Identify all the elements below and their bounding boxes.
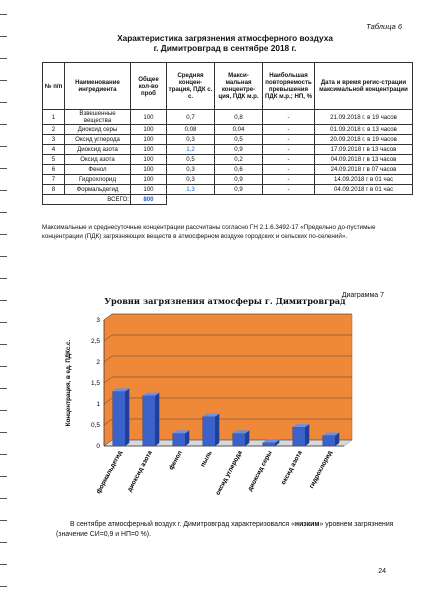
binding-hole-mark [0,146,7,147]
table-cell: 24.09.2018 г в 07 часов [315,165,413,175]
total-value: 800 [131,195,167,205]
table-cell: 0,8 [215,110,263,125]
table-cell: 0,9 [215,185,263,195]
bar [233,433,246,446]
table-cell: - [263,145,315,155]
binding-hole-mark [0,168,7,169]
table-cell: - [263,185,315,195]
binding-hole-mark [0,344,7,345]
table-cell: 0,7 [167,110,215,125]
binding-hole-mark [0,498,7,499]
y-tick-label: 0,5 [90,422,100,429]
bar-side [125,388,129,446]
binding-hole-mark [0,190,7,191]
table-cell: 04.09.2018 г в 13 часов [315,155,413,165]
table-cell [215,195,263,205]
y-tick-label: 0 [96,443,100,450]
y-tick-label: 1,5 [90,380,100,387]
table-cell: 2 [43,125,65,135]
table-cell: 100 [131,155,167,165]
plot-floor [104,440,352,446]
table-cell: Взвешенные вещества [65,110,131,125]
header-cell: № п/п [43,63,65,110]
bar [323,436,336,447]
binding-hole-mark [0,564,7,565]
table-cell: 100 [131,185,167,195]
document-title [60,33,390,53]
y-tick-label: 2,5 [90,338,100,345]
bar [203,417,216,446]
bar [143,396,156,446]
table-cell: 0,9 [215,175,263,185]
table-cell: 0,5 [167,155,215,165]
binding-hole-mark [0,586,7,587]
table-cell: 100 [131,165,167,175]
table-cell: 0,9 [215,145,263,155]
diagram-caption: Диаграмма 7 [341,292,384,299]
table-row [43,165,413,175]
table-cell: 1,2 [167,145,215,155]
table-row [43,155,413,165]
table-row [43,125,413,135]
table-cell: - [263,125,315,135]
x-tick-label: оксид азота [280,449,304,486]
table-cell: 0,5 [215,135,263,145]
bar [173,433,186,446]
summary-text-start: В сентябре атмосферный воздух г. Димитровград характеризовался « [70,521,295,528]
binding-hole-mark [0,80,7,81]
x-tick-label: пыль [199,449,214,469]
page-number: 24 [378,568,386,575]
x-tick-label: оксид углерода [214,449,244,497]
table-row [43,145,413,155]
summary-text-end: » уровнем загрязнения (значение СИ=0,9 и НП=0 %). [56,521,394,538]
table-cell: 8 [43,185,65,195]
table-cell: - [263,175,315,185]
table-caption: Таблица 6 [366,22,402,31]
binding-hole-mark [0,322,7,323]
pollution-bar-chart [56,312,356,517]
table-cell: 6 [43,165,65,175]
header-cell: Макси-мальная концентре-ция, ПДК м.р. [215,63,263,110]
table-cell: Гидрохлорид [65,175,131,185]
binding-hole-mark [0,278,7,279]
bar-side [155,393,159,446]
table-total-row [43,195,413,205]
page-binding-edge [0,0,8,600]
y-tick-label: 3 [96,317,100,324]
table-row [43,135,413,145]
x-tick-label: гидрохлорид [308,449,334,490]
x-tick-label: формальдегид [95,449,124,496]
binding-hole-mark [0,542,7,543]
table-cell: 100 [131,110,167,125]
title-line-2: г. Димитровград в сентябре 2018 г. [153,43,297,53]
table-cell: Фенол [65,165,131,175]
binding-hole-mark [0,36,7,37]
binding-hole-mark [0,234,7,235]
table-cell: 3 [43,135,65,145]
table-row [43,110,413,125]
header-cell: Общее кол-во проб [131,63,167,110]
table-cell: 04.09.2018 г в 01 час [315,185,413,195]
table-body [43,110,413,205]
table-cell: 0,08 [167,125,215,135]
binding-hole-mark [0,102,7,103]
table-cell: Оксид углерода [65,135,131,145]
header-cell: Наименование ингредиента [65,63,131,110]
table-cell: 100 [131,135,167,145]
table-cell: Диоксид серы [65,125,131,135]
table-cell: 0,3 [167,135,215,145]
table-cell: Оксид азота [65,155,131,165]
x-tick-label: диоксид азота [126,449,154,494]
binding-hole-mark [0,300,7,301]
x-tick-label: фенол [167,449,184,472]
table-cell: 7 [43,175,65,185]
table-cell: - [263,155,315,165]
table-cell: 100 [131,125,167,135]
table-cell [315,195,413,205]
x-tick-label: диоксид серы [246,449,274,493]
table-row [43,185,413,195]
binding-hole-mark [0,432,7,433]
header-cell: Дата и время регис-страции максимальной концентрации [315,63,413,110]
table-cell: 100 [131,145,167,155]
table-cell: 4 [43,145,65,155]
binding-hole-mark [0,454,7,455]
bar [293,427,306,446]
table-cell: 0,2 [215,155,263,165]
binding-hole-mark [0,410,7,411]
bar-side [215,414,219,446]
pollution-table [42,62,413,205]
header-cell: Наибольшая повторяемость превышения ПДК м.р.; НП, % [263,63,315,110]
table-cell: Диоксид азота [65,145,131,155]
header-cell: Средняя концен-трация, ПДК с. с. [167,63,215,110]
table-cell: 14.09.2018 г в 01 час [315,175,413,185]
footnote: Максимальные и среднесуточные концентрации рассчитаны согласно ГН 2.1.6.3492-17 «Предельно до-пустимые концентрации (ПДК) загрязняющих веществ в атмосферном воздухе городских и сельских по-селений». [42,224,376,240]
table-cell: 100 [131,175,167,185]
binding-hole-mark [0,124,7,125]
table-cell: - [263,165,315,175]
total-label: ВСЕГО: [43,195,131,205]
y-axis-label: Концентрация, в ед. ПДКс.с. [65,339,72,427]
table-cell: 21.09.2018 г. в 19 часов [315,110,413,125]
binding-hole-mark [0,256,7,257]
table-cell: - [263,110,315,125]
bar [113,391,126,446]
table-cell: 0,6 [215,165,263,175]
table-cell: 0,04 [215,125,263,135]
summary-paragraph [56,520,406,540]
binding-hole-mark [0,58,7,59]
table-row [43,175,413,185]
binding-hole-mark [0,520,7,521]
plot-backdrop [104,314,352,446]
table-cell: 0,3 [167,165,215,175]
binding-hole-mark [0,388,7,389]
table-cell: - [263,135,315,145]
binding-hole-mark [0,366,7,367]
bar-side [305,424,309,446]
binding-hole-mark [0,476,7,477]
binding-hole-mark [0,212,7,213]
bar [263,443,276,446]
table-cell [263,195,315,205]
y-tick-label: 1 [96,401,100,408]
summary-text-bold: низким [294,521,320,528]
table-cell: 1 [43,110,65,125]
table-header-row [43,63,413,110]
table-cell: 17.09.2018 г в 13 часов [315,145,413,155]
table-cell: 0,3 [167,175,215,185]
table-cell [167,195,215,205]
binding-hole-mark [0,14,7,15]
table-cell: 1,3 [167,185,215,195]
table-cell: 01.09.2018 г. в 13 часов [315,125,413,135]
title-line-1: Характеристика загрязнения атмосферного воздуха [117,33,333,43]
chart-title: Уровни загрязнения атмосферы г. Димитровград [104,296,346,306]
y-tick-label: 2 [96,359,100,366]
table-cell: 5 [43,155,65,165]
table-cell: 20.09.2018 г. в 19 часов [315,135,413,145]
table-cell: Формальдегид [65,185,131,195]
